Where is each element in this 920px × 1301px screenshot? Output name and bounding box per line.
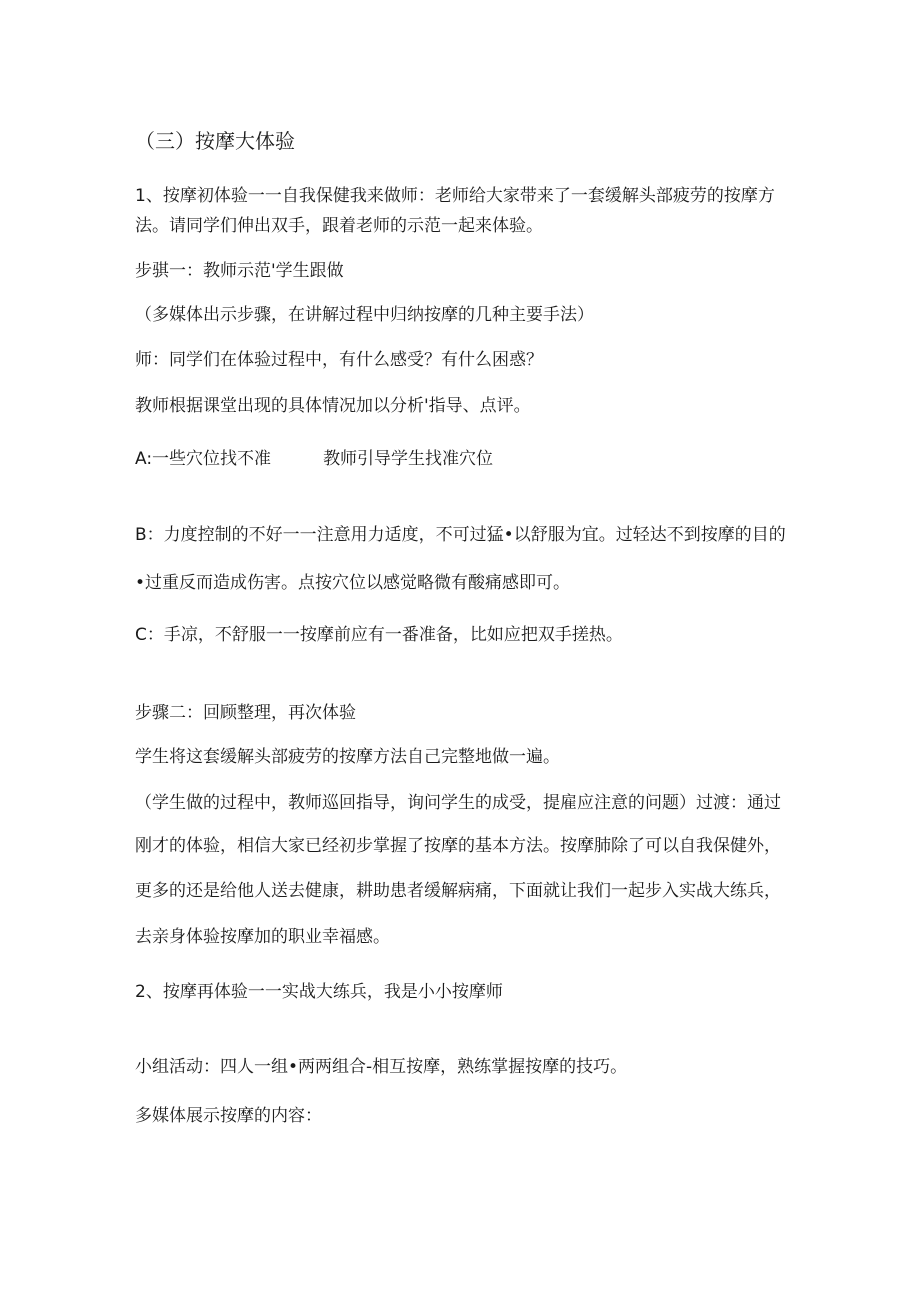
item-b-line-2: •过重反而造成伤害。点按穴位以感觉略微有酸痛感即可。	[135, 573, 571, 593]
section-title: （三）按摩大体验	[135, 129, 295, 153]
item-a-solution: 教师引导学生找准穴位	[323, 449, 494, 469]
group-activity: 小组活动：四人一组•两两组合-相互按摩，熟练掌握按摩的技巧。	[135, 1057, 628, 1077]
transition-line-3: 更多的还是给他人送去健康，耕助患者缓解病痛，下面就让我们一起步入实战大练兵，	[135, 881, 781, 901]
transition-line-1: （学生做的过程中，教师巡回指导，询问学生的成受，提雇应注意的问题）过渡：通过	[135, 793, 781, 813]
item-c: C：手凉，不舒服一一按摩前应有一番准备，比如应把双手搓热。	[135, 625, 623, 645]
teacher-question: 师：同学们在体验过程中，有什么感受？有什么困惑？	[135, 350, 543, 370]
paragraph-1-line-2: 法。请同学们伸出双手，跟着老师的示范一起来体验。	[135, 216, 543, 236]
step-one-note: （多媒体出示步骤，在讲解过程中归纳按摩的几种主要手法）	[135, 305, 594, 325]
step-two: 步骤二：回顾整理，再次体验	[135, 703, 356, 723]
transition-line-4: 去亲身体验按摩加的职业幸福感。	[135, 927, 390, 947]
paragraph-1-line-1: 1、按摩初体验一一自我保健我来做师：老师给大家带来了一套缓解头部疲劳的按摩方	[135, 186, 775, 206]
item-a-label: A:一些穴位找不准	[135, 449, 272, 469]
step-two-description: 学生将这套缓解头部疲劳的按摩方法自己完整地做一遍。	[135, 747, 560, 767]
transition-line-2: 刚才的体验，相信大家已经初步掌握了按摩的基本方法。按摩肺除了可以自我保健外，	[135, 836, 781, 856]
item-a	[135, 447, 493, 471]
media-display: 多媒体展示按摩的内容：	[135, 1106, 322, 1126]
item-b-line-1: B：力度控制的不好一一注意用力适度，不可过猛•以舒服为宜。过轻达不到按摩的目的	[135, 525, 786, 545]
paragraph-2: 2、按摩再体验一一实战大练兵，我是小小按摩师	[135, 982, 503, 1002]
step-one: 步骐一：教师示范'学生跟做	[135, 261, 344, 281]
teacher-analysis: 教师根据课堂出现的具体情况加以分析'指导、点评。	[135, 396, 531, 416]
